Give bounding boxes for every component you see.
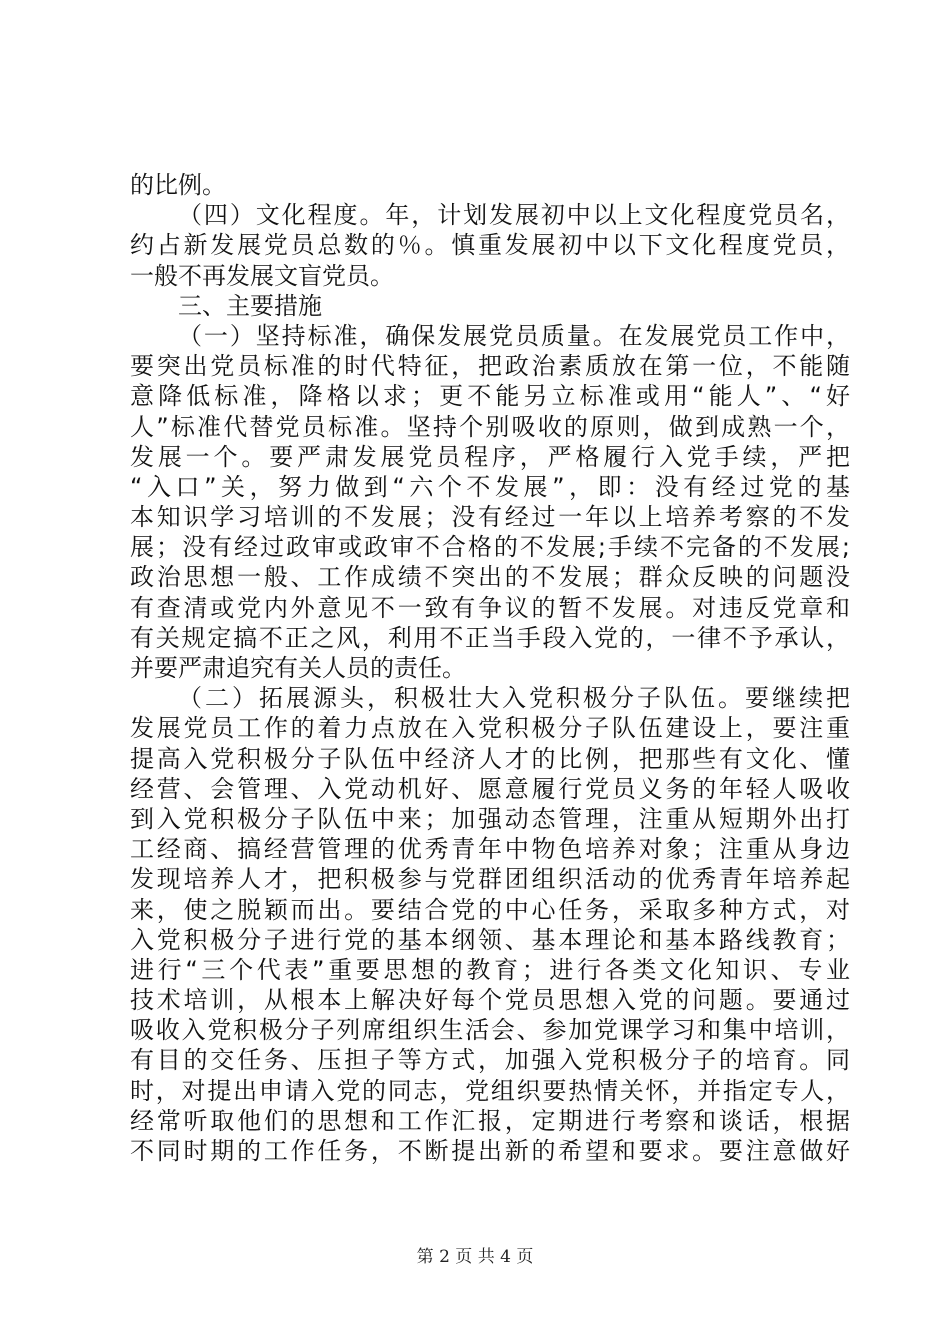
text-line: 并要严肃追究有关人员的责任。 bbox=[130, 654, 466, 682]
text-line: 意降低标准，降格以求；更不能另立标准或用“能人”、“好 bbox=[130, 382, 850, 411]
text-line: 经常听取他们的思想和工作汇报，定期进行考察和谈话，根据 bbox=[130, 1106, 850, 1135]
page-number-footer: 第 2 页 共 4 页 bbox=[416, 1247, 534, 1267]
text-line: 本知识学习培训的不发展；没有经过一年以上培养考察的不发 bbox=[130, 503, 850, 532]
text-line: 时，对提出申请入党的同志，党组织要热情关怀，并指定专人， bbox=[130, 1076, 850, 1105]
text-line: 发展党员工作的着力点放在入党积极分子队伍建设上，要注重 bbox=[130, 714, 850, 743]
text-line: 的比例。 bbox=[130, 171, 226, 199]
text-line: （一）坚持标准，确保发展党员质量。在发展党员工作中， bbox=[178, 321, 850, 350]
text-line: （二）拓展源头，积极壮大入党积极分子队伍。要继续把 bbox=[178, 684, 850, 713]
text-line: 有查清或党内外意见不一致有争议的暂不发展。对违反党章和 bbox=[130, 593, 850, 622]
text-line: 提高入党积极分子队伍中经济人才的比例，把那些有文化、懂 bbox=[130, 744, 850, 773]
text-line: 不同时期的工作任务，不断提出新的希望和要求。要注意做好 bbox=[130, 1137, 850, 1165]
text-line: 发展一个。要严肃发展党员程序，严格履行入党手续，严把 bbox=[130, 442, 850, 471]
text-line: 到入党积极分子队伍中来；加强动态管理，注重从短期外出打 bbox=[130, 804, 850, 833]
text-line: 展；没有经过政审或政审不合格的不发展;手续不完备的不发展; bbox=[130, 533, 850, 562]
text-line: “入口”关，努力做到“六个不发展”，即：没有经过党的基 bbox=[130, 472, 850, 501]
text-line: 技术培训，从根本上解决好每个党员思想入党的问题。要通过 bbox=[130, 986, 850, 1015]
text-line: 来，使之脱颖而出。要结合党的中心任务，采取多种方式，对 bbox=[130, 895, 850, 924]
text-line: 人”标准代替党员标准。坚持个别吸收的原则，做到成熟一个， bbox=[130, 412, 850, 441]
text-line: 有关规定搞不正之风，利用不正当手段入党的，一律不予承认， bbox=[130, 623, 850, 652]
body-text bbox=[130, 170, 850, 1166]
text-line: 约占新发展党员总数的％。慎重发展初中以下文化程度党员， bbox=[130, 231, 850, 260]
text-line: 政治思想一般、工作成绩不突出的不发展；群众反映的问题没 bbox=[130, 563, 850, 592]
text-line: 工经商、搞经营管理的优秀青年中物色培养对象；注重从身边 bbox=[130, 835, 850, 864]
text-line: 入党积极分子进行党的基本纲领、基本理论和基本路线教育； bbox=[130, 925, 850, 954]
section-heading: 三、主要措施 bbox=[178, 291, 322, 320]
text-line: 进行“三个代表”重要思想的教育；进行各类文化知识、专业 bbox=[130, 955, 850, 984]
text-line: （四）文化程度。年，计划发展初中以上文化程度党员名， bbox=[178, 201, 850, 230]
text-line: 吸收入党积极分子列席组织生活会、参加党课学习和集中培训， bbox=[130, 1016, 850, 1045]
text-line: 发现培养人才，把积极参与党群团组织活动的优秀青年培养起 bbox=[130, 865, 850, 894]
text-line: 经营、会管理、入党动机好、愿意履行党员义务的年轻人吸收 bbox=[130, 774, 850, 803]
text-line: 要突出党员标准的时代特征，把政治素质放在第一位，不能随 bbox=[130, 352, 850, 381]
text-line: 有目的交任务、压担子等方式，加强入党积极分子的培育。同 bbox=[130, 1046, 850, 1075]
text-line: 一般不再发展文盲党员。 bbox=[130, 261, 394, 290]
